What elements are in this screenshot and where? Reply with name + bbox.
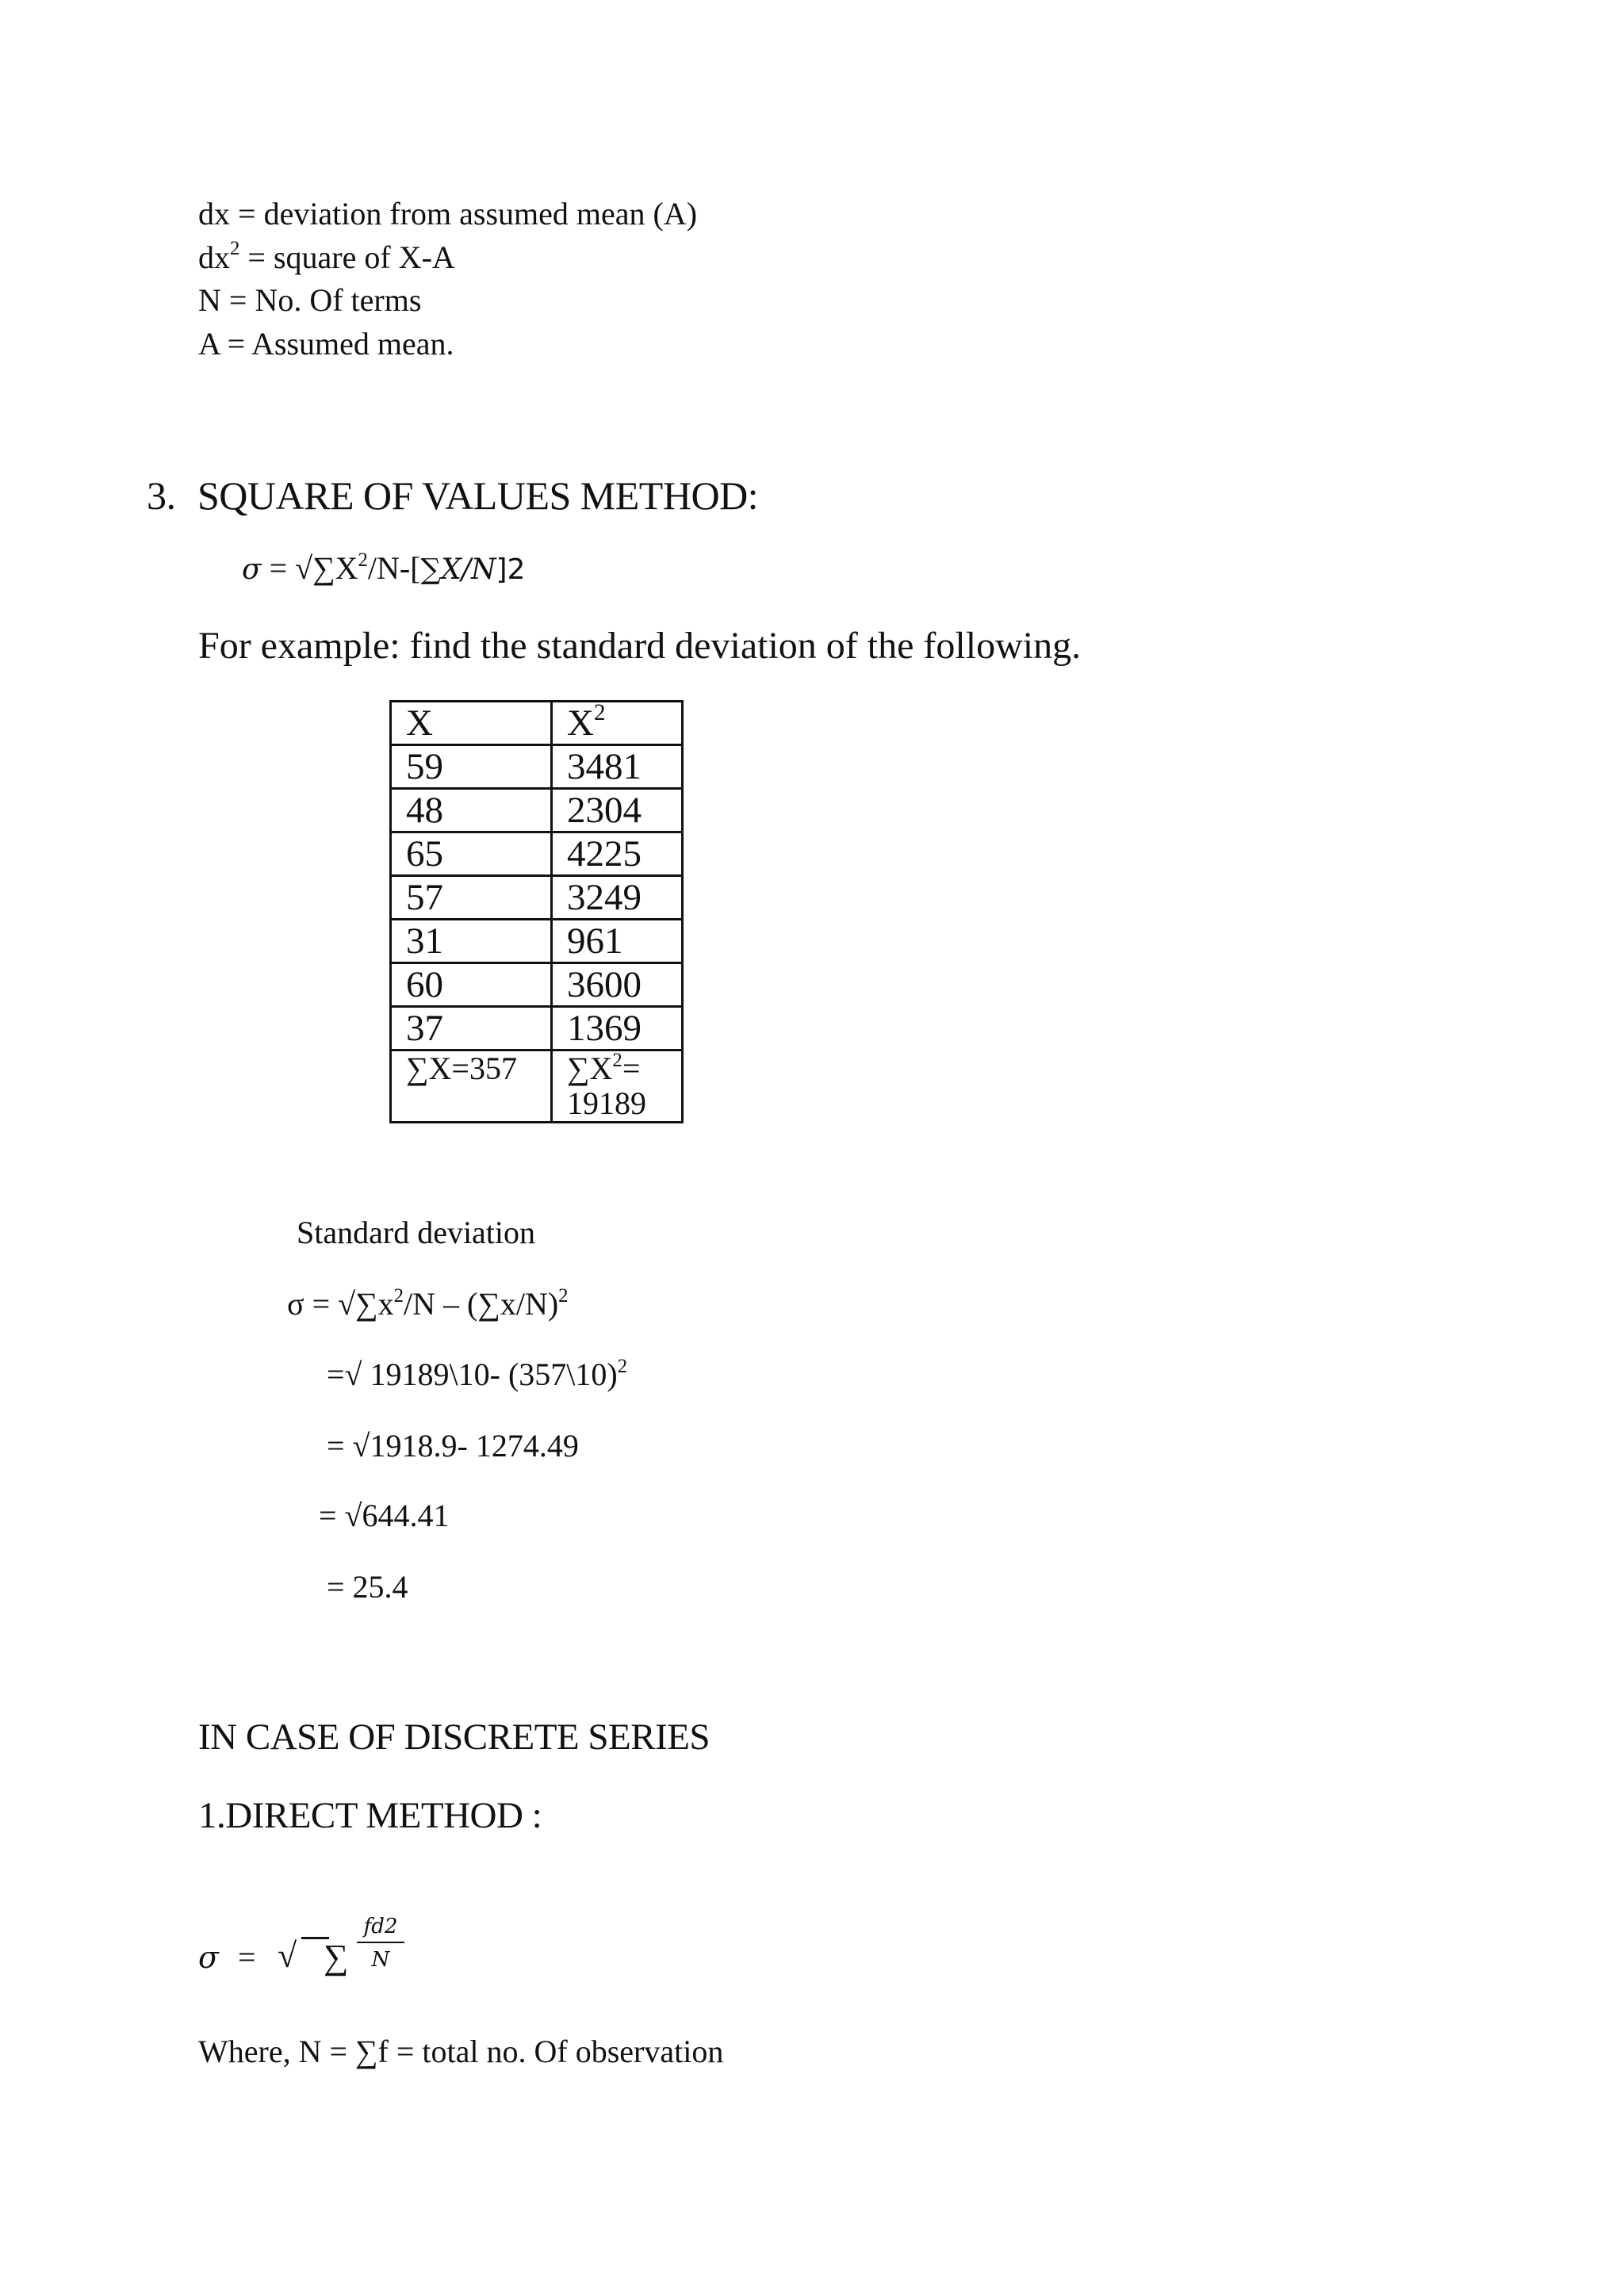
table-header-row — [391, 702, 683, 745]
fraction-denominator: N — [371, 1948, 390, 1972]
std-dev-result: = 25.4 — [327, 1569, 408, 1605]
formula-square-of-values: $\sigma = √\sum X^2/N-[\sum X/N]2$ — [242, 549, 526, 586]
radical-sign: √ — [278, 1936, 297, 1975]
discrete-series-heading: IN CASE OF DISCRETE SERIES — [198, 1716, 710, 1758]
definition-dx: dx = deviation from assumed mean (A) — [198, 196, 698, 232]
where-text: Where, N = ∑f = total no. Of observation — [198, 2034, 724, 2069]
table-row: 48 2304 — [391, 789, 683, 832]
fraction — [357, 1915, 404, 1972]
summation-sign: ∑ — [324, 1938, 349, 1976]
table-row: 60 3600 — [391, 963, 683, 1007]
table-row: 31 961 — [391, 920, 683, 963]
definition-a: A = Assumed mean. — [198, 325, 454, 362]
definitions-list — [198, 193, 697, 365]
example-text: For example: find the standard deviation of the following. — [198, 625, 1082, 667]
definition-dx2: $dx^2$ = square of X-A — [198, 238, 455, 275]
total-x2: $\sum X^2=$ 19189 — [552, 1050, 683, 1123]
definition-n: N = No. Of terms — [198, 282, 422, 318]
total-x: ∑X=357 — [391, 1050, 552, 1123]
header-x2: $X^2$ — [552, 702, 683, 745]
direct-method-heading: 1.DIRECT METHOD : — [198, 1795, 542, 1836]
document-page: dx = deviation from assumed mean (A) $dx^2$ = square of X-A N = No. Of terms A = Assumed mean. 3. SQUARE OF VALUES METHOD: $\sigma = √\sum X^2/N-[\sum X/N]2$ For example: find the standard deviation of the following. X $X^2$ 59 3481 48 2304 65 4225 57 3249 31 961 60 3600 37 1369 ∑X=357 $\sum X^2=$ 19189 Standard deviation $\sigma = √\sum x^2/N - (\sum x/N)^2$ =√ 19189\10- (357\10)$^2$ = √1918.9- 1274.49 = √644.41 = 25.4 IN CASE OF DISCRETE SERIES 1.DIRECT METHOD : σ = √ ∑ $\frac{fd2}{N}$ Where, N = ∑f = total no. Of observation — [0, 0, 1624, 2296]
table-total-row — [391, 1050, 683, 1123]
header-x: X — [391, 702, 552, 745]
table-row: 59 3481 — [391, 745, 683, 789]
std-dev-title: Standard deviation — [297, 1215, 536, 1250]
std-dev-step-3: = √644.41 — [319, 1498, 450, 1533]
table-row: 65 4225 — [391, 832, 683, 876]
section-heading-square-of-values: 3. SQUARE OF VALUES METHOD: — [147, 473, 759, 518]
std-dev-step-1: =√ 19189\10- (357\10)$^2$ — [327, 1355, 628, 1392]
std-dev-formula: $\sigma = √\sum x^2/N - (\sum x/N)^2$ — [287, 1284, 569, 1322]
table-row: 57 3249 — [391, 876, 683, 920]
table-row: 37 1369 — [391, 1007, 683, 1050]
values-table — [389, 700, 684, 1123]
std-dev-step-2: = √1918.9- 1274.49 — [327, 1428, 579, 1464]
fraction-numerator: fd2 — [357, 1915, 404, 1943]
